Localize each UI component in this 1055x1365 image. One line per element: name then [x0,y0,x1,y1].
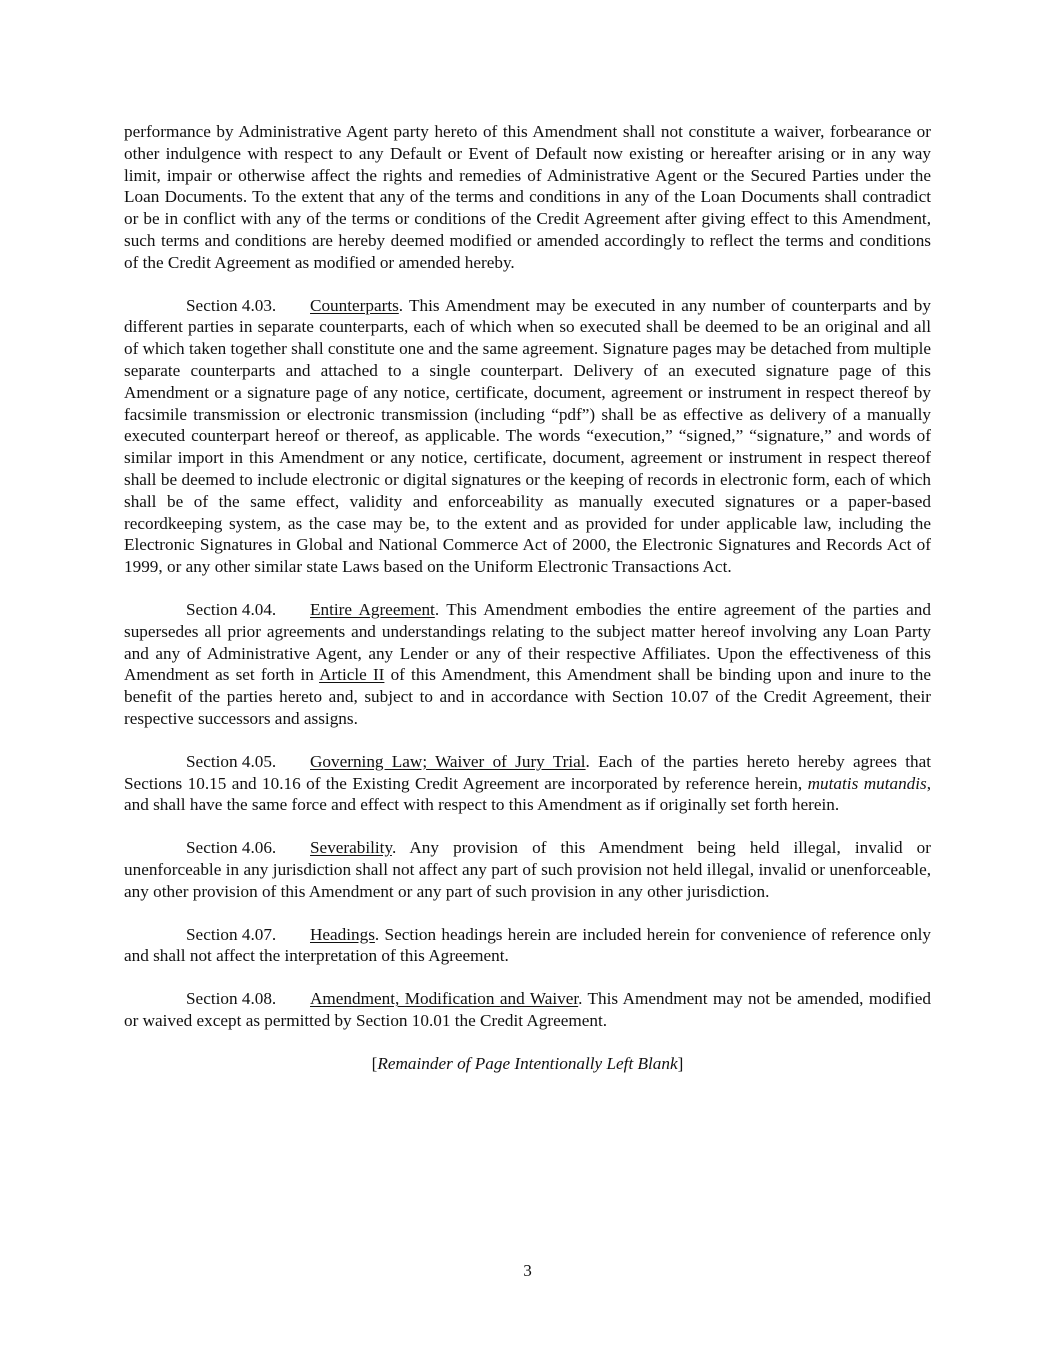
section-4-05 [124,751,931,816]
remainder-text: Remainder of Page Intentionally Left Blank [377,1053,678,1073]
paragraph-continued: performance by Administrative Agent party hereto of this Amendment shall not constitute a waiver, forbearance or other indulgence with respect to any Default or Event of Default now existing or hereafter arising or in any way limit, impair or otherwise affect the rights and remedies of Administrative Agent or the Secured Parties under the Loan Documents. To the extent that any of the terms and conditions in any of the Loan Documents shall contradict or be in conflict with any of the terms or conditions of the Credit Agreement after giving effect to this Amendment, such terms and conditions are hereby deemed modified or amended accordingly to reflect the terms and conditions of the Credit Agreement as modified or amended hereby. [124,122,931,272]
section-body: . This Amendment may not be amended, modified or waived except as permitted by Section 10.01 the Credit Agreement. [124,989,931,1030]
section-number: Section 4.07. [186,924,277,944]
section-body-continued: of this Amendment, this Amendment shall be binding upon and inure to the benefit of the parties hereto and, subject to and in accordance with Section 10.07 of the Credit Agreement, their respective successors and assigns. [124,665,931,728]
section-number: Section 4.05. [186,751,277,771]
section-heading: Counterparts [310,295,399,315]
section-number: Section 4.06. [186,838,277,858]
section-4-03 [124,295,931,578]
section-body-continued: , and shall have the same force and effect with respect to this Amendment as if originally set forth herein. [124,773,932,815]
section-heading: Entire Agreement [310,599,435,619]
section-body: . Any provision of this Amendment being held illegal, invalid or unenforceable in any jurisdiction shall not affect any part of such provision not held illegal, invalid or unenforceable, any other provision of this Amendment or any part of such provision in any other jurisdiction. [124,838,931,901]
section-4-06 [124,837,931,902]
section-body: . Section headings herein are included herein for convenience of reference only and shall not affect the interpretation of this Agreement. [124,924,931,966]
section-4-04 [124,599,931,730]
section-heading: Severability [310,838,392,858]
section-4-08 [124,988,931,1032]
latin-phrase: mutatis mutandis [807,773,927,793]
remainder-notice: [Remainder of Page Intentionally Left Blank] [371,1053,684,1073]
page-number: 3 [523,1261,532,1280]
article-reference: Article II [319,665,385,685]
section-body: . This Amendment may be executed in any number of counterparts and by different parties in separate counterparts, each of which when so executed shall be deemed to be an original and all of which taken together shall constitute one and the same agreement. Signature pages may be detached from multiple separate counterparts and attached to a single counterpart. Delivery of an executed signature page of this Amendment or a signature page of any notice, certificate, document, agreement or instrument in respect thereof by facsimile transmission or electronic transmission (including “pdf”) shall be as effective as delivery of a manually executed counterpart hereof or thereof, as applicable. The words “execution,” “signed,” “signature,” and words of similar import in this Amendment or any notice, certificate, document, agreement or instrument in respect thereof shall be deemed to include electronic or digital signatures or the keeping of records in electronic form, each of which shall be of the same effect, validity and enforceability as manually executed signatures or a paper-based recordkeeping system, as the case may be, to the extent and as provided for under applicable law, including the Electronic Signatures in Global and National Commerce Act of 2000, the Electronic Signatures and Records Act of 1999, or any other similar state Laws based on the Uniform Electronic Transactions Act. [124,295,931,577]
section-number: Section 4.03. [186,295,277,315]
section-number: Section 4.04. [186,599,277,619]
section-heading: Governing Law; Waiver of Jury Trial [310,751,586,771]
section-number: Section 4.08. [186,989,277,1009]
section-body: . This Amendment embodies the entire agreement of the parties and supersedes all prior agreements and understandings relating to the subject matter hereof involving any Loan Party and any of Administrative Agent, any Lender or any of their respective Affiliates. Upon the effectiveness of this Amendment as set forth in [124,599,931,685]
section-heading: Amendment, Modification and Waiver [310,989,579,1009]
section-4-07 [124,924,931,968]
section-body: . Each of the parties hereto hereby agrees that Sections 10.15 and 10.16 of the Existing Credit Agreement are incorporated by reference herein, [124,751,931,793]
document-page [124,121,931,1095]
section-heading: Headings [310,924,375,944]
